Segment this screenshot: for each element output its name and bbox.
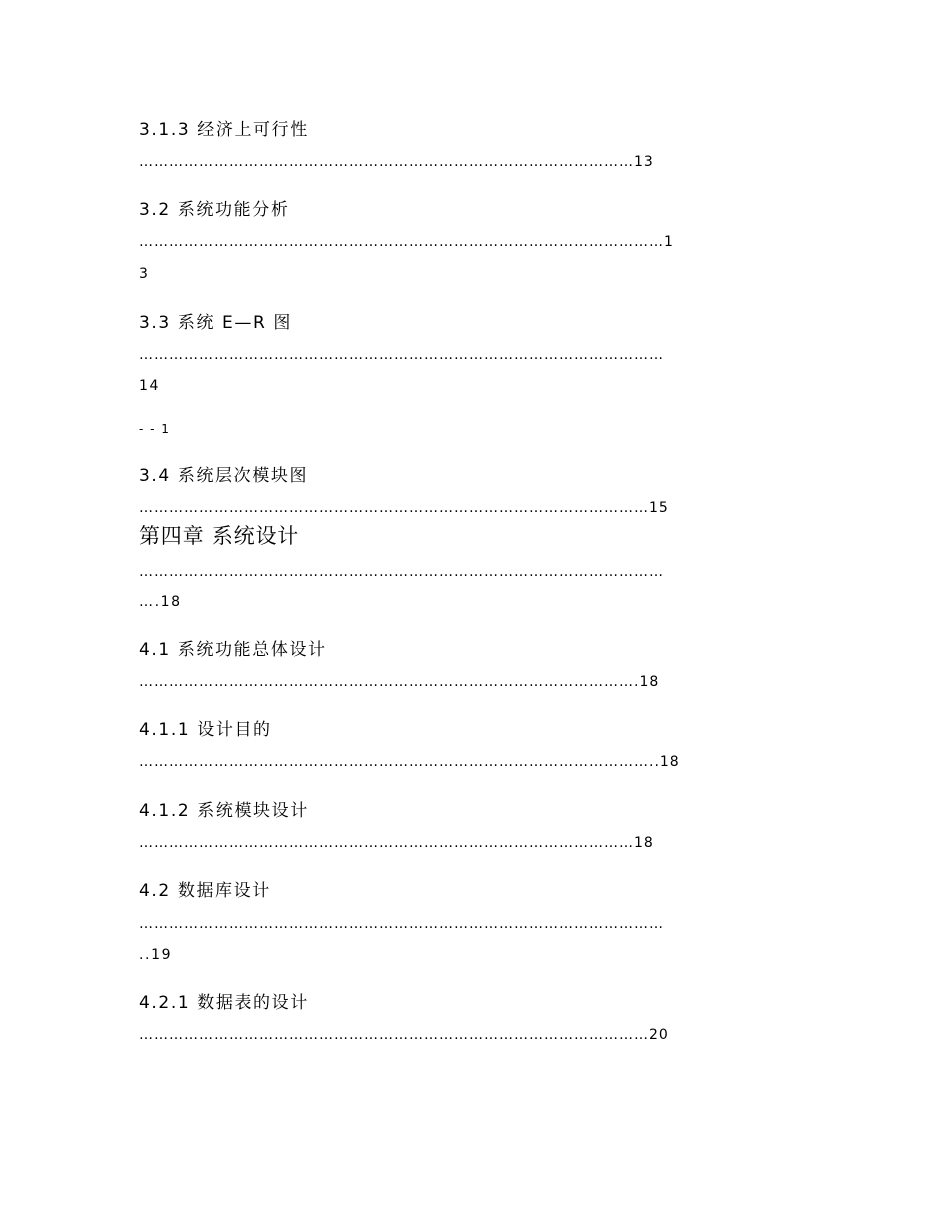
toc-entry-page-wrap: ….18 [139, 594, 182, 610]
toc-entry-leader: …………………………………………………………………………………………… [139, 916, 664, 932]
toc-entry-leader: ……………………………………………………………………………………………1 [139, 234, 674, 250]
toc-entry-leader: ………………………………………………………………………………………13 [139, 154, 654, 170]
toc-entry-leader: …………………………………………………………………………………………… [139, 347, 664, 363]
toc-entry-title: 4.2.1 数据表的设计 [139, 993, 309, 1013]
toc-entry-page-wrap: ..19 [139, 947, 173, 963]
toc-entry-title: 3.4 系统层次模块图 [139, 466, 309, 486]
toc-entry-title: 4.1 系统功能总体设计 [139, 640, 327, 660]
page-marker: - - 1 [139, 422, 171, 436]
toc-entry-title: 3.2 系统功能分析 [139, 200, 290, 220]
toc-entry-leader: …………………………………………………………………………………………..18 [139, 754, 680, 770]
toc-entry-leader: ………………………………………………………………………………………18 [139, 835, 654, 851]
toc-chapter-title: 第四章 系统设计 [139, 524, 300, 548]
toc-entry-title: 3.1.3 经济上可行性 [139, 120, 309, 140]
toc-entry-page-wrap: 3 [139, 266, 150, 282]
toc-entry-title: 4.1.2 系统模块设计 [139, 801, 309, 821]
toc-entry-leader: ……………………………………………………………………………………….18 [139, 674, 660, 690]
toc-entry-leader: …………………………………………………………………………………………15 [139, 500, 669, 516]
toc-entry-leader: …………………………………………………………………………………………… [139, 564, 664, 580]
toc-entry-title: 4.2 数据库设计 [139, 881, 271, 901]
toc-entry-page-wrap: 14 [139, 378, 161, 394]
toc-entry-leader: …………………………………………………………………………………………20 [139, 1027, 669, 1043]
toc-entry-title: 3.3 系统 E—R 图 [139, 313, 293, 333]
toc-entry-title: 4.1.1 设计目的 [139, 720, 272, 740]
